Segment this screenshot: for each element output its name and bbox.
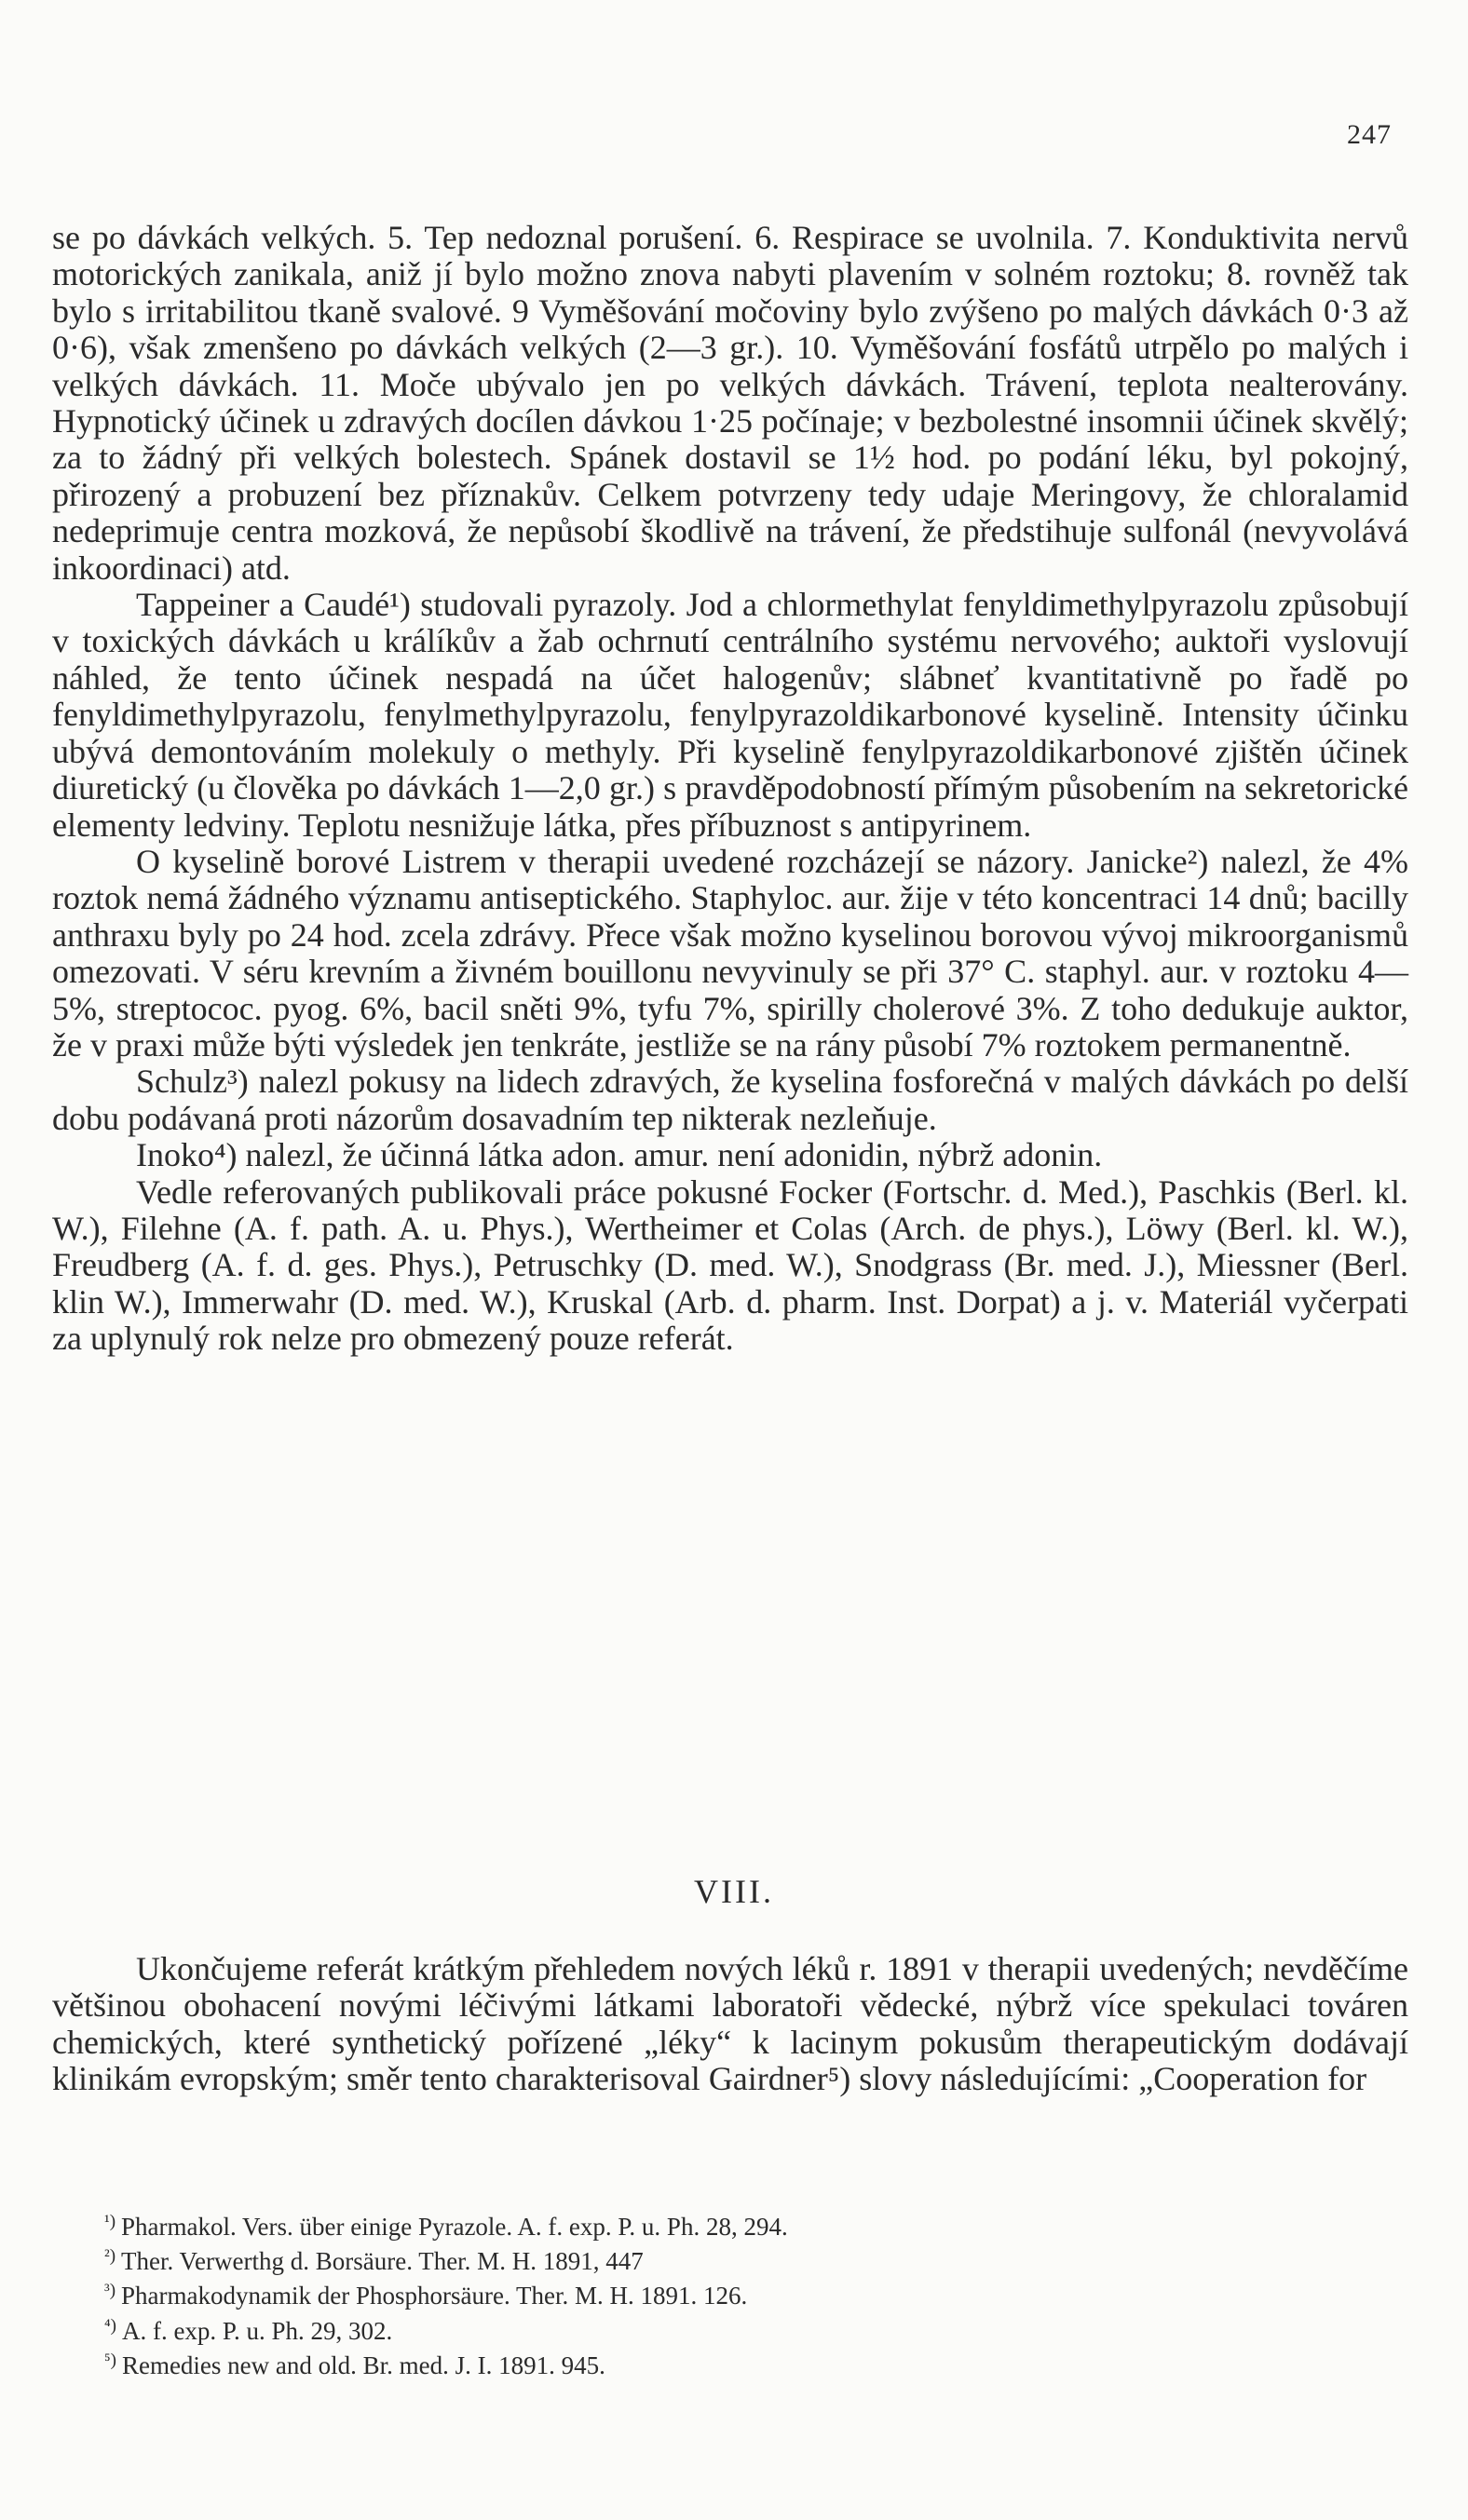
paragraph-2: Tappeiner a Caudé¹) studovali pyrazoly. Jod a chlormethylat fenyldimethylpyrazolu způsobují v toxických dávkách u králíkův a žab ochrnutí centrálního systému nervového; auktoři vyslovují náhled, že tento účinek nespadá na účet halogenův; slábneť kvantitativně po řadě po fenyldimethylpyrazolu, fenylmethylpyrazolu, fenylpyrazoldikarbonové kyselině. Intensity účinku ubývá demontováním molekuly o methyly. Při kyselině fenylpyrazoldikarbonové zjištěn účinek diuretický (u člověka po dávkách 1—2,0 gr.) s pravděpodobností přímým působením na sekretorické elementy ledviny. Teplotu nesnižuje látka, přes příbuznost s antipyrinem. xyxy=(52,586,1408,844)
footnote-3 xyxy=(104,2276,1408,2310)
paragraph-1: se po dávkách velkých. 5. Tep nedoznal porušení. 6. Respirace se uvolnila. 7. Konduktivita nervů motorických zanikala, aniž jí bylo možno znova nabyti plavením v solném roztoku; 8. rovněž tak bylo s irritabilitou tkaně svalové. 9 Vyměšování močoviny bylo zvýšeno po malých dávkách 0·3 až 0·6), však zmenšeno po dávkách velkých (2—3 gr.). 10. Vyměšování fosfátů utrpělo po malých i velkých dávkách. 11. Moče ubývalo jen po velkých dávkách. Trávení, teplota nealterovány. Hypnotický účinek u zdravých docílen dávkou 1·25 počínaje; v bezbolestné insomnii účinek skvělý; za to žádný při velkých bolestech. Spánek dostavil se 1½ hod. po podání léku, byl pokojný, přirozený a probuzení bez příznakův. Celkem potvrzeny tedy udaje Meringovy, že chloralamid nedeprimuje centra mozková, že nepůsobí škodlivě na trávení, že předstihuje sulfonál (nevyvolává inkoordinaci) atd. xyxy=(52,219,1408,587)
footnote-text: A. f. exp. P. u. Ph. 29, 302. xyxy=(121,2316,393,2345)
footnotes xyxy=(104,2207,1408,2380)
footnote-text: Ther. Verwerthg d. Borsäure. Ther. M. H. 1891, 447 xyxy=(121,2247,644,2276)
paragraph-3: O kyselině borové Listrem v therapii uvedené rozcházejí se názory. Janicke²) nalezl, že 4% roztok nemá žádného významu antiseptického. Staphyloc. aur. žije v této koncentraci 14 dnů; bacilly anthraxu byly po 24 hod. zcela zdrávy. Přece však možno kyselinou borovou vývoj mikroorganismů omezovati. V séru krevním a živném bouillonu nevyvinuly se při 37° C. staphyl. aur. v roztoku 4—5%, streptococ. pyog. 6%, bacil sněti 9%, tyfu 7%, spirilly cholerové 3%. Z toho dedukuje auktor, že v praxi může býti výsledek jen tenkráte, jestliže se na rány působí 7% roztokem permanentně. xyxy=(52,842,1408,1064)
footnote-text: Pharmakol. Vers. über einige Pyrazole. A. f. exp. P. u. Ph. 28, 294. xyxy=(121,2213,788,2241)
footnote-text: Pharmakodynamik der Phosphorsäure. Ther. M. H. 1891. 126. xyxy=(121,2282,748,2310)
page-number: 247 xyxy=(1347,119,1392,150)
footnote-mark: ⁴) xyxy=(104,2315,116,2336)
footnote-mark: ³) xyxy=(104,2281,116,2301)
footnote-mark: ¹) xyxy=(104,2212,116,2231)
footnote-5 xyxy=(104,2346,1408,2380)
section-paragraph: Ukončujeme referát krátkým přehledem nových léků r. 1891 v therapii uvedených; nevděčíme většinou obohacení novými léčivými látkami laboratoři vědecké, nýbrž více spekulaci továren chemických, které synthetický pořízené „léky“ k lacinym pokusům therapeutickým dodávají klinikám evropským; směr tento charakterisoval Gairdner⁵) slovy následujícími: „Cooperation for xyxy=(52,1950,1408,2098)
footnote-mark: ⁵) xyxy=(104,2350,116,2370)
main-text xyxy=(52,220,1408,1358)
paragraph-6: Vedle referovaných publikovali práce pokusné Focker (Fortschr. d. Med.), Paschkis (Berl. kl. W.), Filehne (A. f. path. A. u. Phys.), Wertheimer et Colas (Arch. de phys.), Löwy (Berl. kl. W.), Freudberg (A. f. d. ges. Phys.), Petruschky (D. med. W.), Snodgrass (Br. med. J.), Miessner (Berl. klin W.), Immerwahr (D. med. W.), Kruskal (Arb. d. pharm. Inst. Dorpat) a j. v. Materiál vyčerpati za uplynulý rok nelze pro obmezený pouze referát. xyxy=(52,1172,1408,1358)
footnote-2 xyxy=(104,2242,1408,2276)
paragraph-4: Schulz³) nalezl pokusy na lidech zdravých, že kyselina fosforečná v malých dávkách po delší dobu podávaná proti názorům dosavadním tep nikterak nezleňuje. xyxy=(52,1063,1408,1137)
footnote-1 xyxy=(104,2207,1408,2242)
footnote-text: Remedies new and old. Br. med. J. I. 1891. 945. xyxy=(121,2351,605,2379)
footnote-4 xyxy=(104,2311,1408,2346)
section-heading: VIII. xyxy=(694,1873,774,1910)
section-text xyxy=(52,1951,1408,2098)
paragraph-5: Inoko⁴) nalezl, že účinná látka adon. amur. není adonidin, nýbrž adonin. xyxy=(136,1136,1103,1174)
footnote-mark: ²) xyxy=(104,2246,116,2267)
